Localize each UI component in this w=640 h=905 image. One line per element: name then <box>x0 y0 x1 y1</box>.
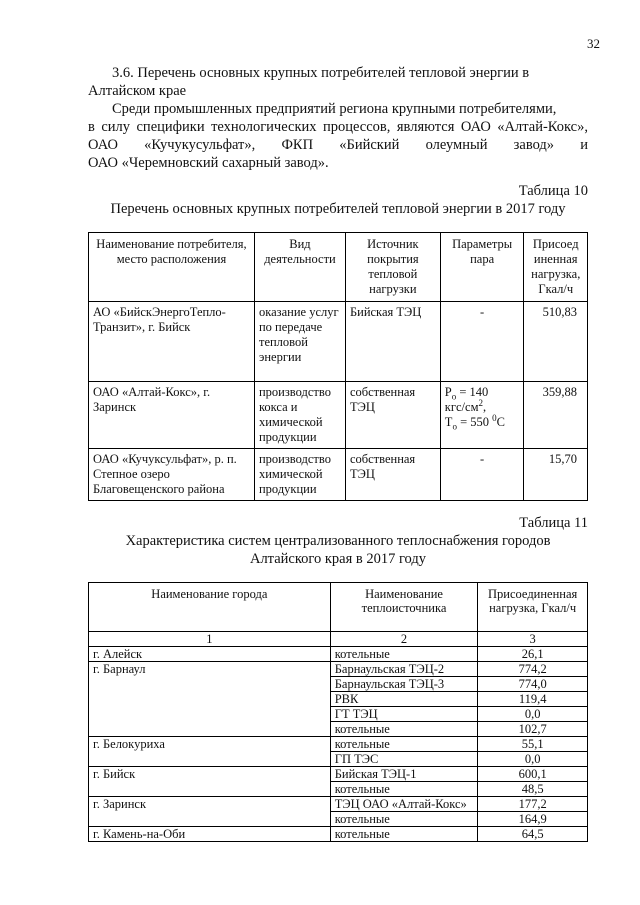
steam-params: - <box>440 449 524 501</box>
consumer-name: АО «БийскЭнергоТепло-Транзит», г. Бийск <box>89 302 255 382</box>
connected-load: 0,0 <box>478 752 588 767</box>
column-index: 1 <box>89 632 331 647</box>
connected-load: 102,7 <box>478 722 588 737</box>
table11-header-row <box>89 583 588 632</box>
connected-load: 119,4 <box>478 692 588 707</box>
heat-source-name: Барнаульская ТЭЦ-2 <box>330 662 478 677</box>
consumer-activity: производство кокса и химической продукции <box>254 382 345 449</box>
heat-source: собственная ТЭЦ <box>345 449 440 501</box>
table11-header-load: Присоединенная нагрузка, Гкал/ч <box>478 583 588 632</box>
table11-header-source: Наименование теплоисточника <box>330 583 478 632</box>
connected-load: 774,0 <box>478 677 588 692</box>
table11-index-row <box>89 632 588 647</box>
table10-header-load: Присоед иненная нагрузка, Гкал/ч <box>524 233 588 302</box>
heat-source: собственная ТЭЦ <box>345 382 440 449</box>
column-index: 3 <box>478 632 588 647</box>
table-row <box>89 647 588 662</box>
table-row <box>89 767 588 782</box>
paragraph-line3: ОАО «Кучукусульфат», ФКП «Бийский олеумный завод» и <box>88 137 588 153</box>
table10 <box>88 232 588 501</box>
steam-params: - <box>440 302 524 382</box>
consumer-name: ОАО «Алтай-Кокс», г. Заринск <box>89 382 255 449</box>
table11-title-line1: Характеристика систем централизованного теплоснабжения городов <box>125 533 551 549</box>
paragraph-line4: ОАО «Черемновский сахарный завод». <box>88 155 329 171</box>
connected-load: 774,2 <box>478 662 588 677</box>
city-name: г. Белокуриха <box>89 737 331 767</box>
steam-params: $P_o = 140$ кгс/$см^2$, $T_o = 550$ $^0$С <box>440 382 524 449</box>
connected-load: 164,9 <box>478 812 588 827</box>
connected-load: 15,70 <box>524 449 588 501</box>
heat-source-name: котельные <box>330 647 478 662</box>
connected-load: 600,1 <box>478 767 588 782</box>
table-row <box>89 449 588 501</box>
city-name: г. Камень-на-Оби <box>89 827 331 842</box>
city-name: г. Заринск <box>89 797 331 827</box>
paragraph-line1: Среди промышленных предприятий региона крупными потребителями, <box>112 101 557 117</box>
table10-header-params: Параметры пара <box>440 233 524 302</box>
heat-source-name: Барнаульская ТЭЦ-3 <box>330 677 478 692</box>
consumer-activity: оказание услуг по передаче тепловой энергии <box>254 302 345 382</box>
table-row <box>89 827 588 842</box>
heat-source-name: котельные <box>330 782 478 797</box>
table-row <box>89 737 588 752</box>
heat-source-name: котельные <box>330 827 478 842</box>
connected-load: 510,83 <box>524 302 588 382</box>
heat-source: Бийская ТЭЦ <box>345 302 440 382</box>
connected-load: 55,1 <box>478 737 588 752</box>
page-number: 32 <box>587 36 600 51</box>
consumer-name: ОАО «Кучуксульфат», р. п. Степное озеро Благовещенского района <box>89 449 255 501</box>
table11-title-line2: Алтайского края в 2017 году <box>249 551 427 567</box>
heat-source-name: Бийская ТЭЦ-1 <box>330 767 478 782</box>
table11-label: Таблица 11 <box>519 515 588 531</box>
connected-load: 48,5 <box>478 782 588 797</box>
heat-source-name: ТЭЦ ОАО «Алтай-Кокс» <box>330 797 478 812</box>
heat-source-name: ГТ ТЭЦ <box>330 707 478 722</box>
table-row <box>89 382 588 449</box>
table10-label: Таблица 10 <box>518 183 588 199</box>
heat-source-name: котельные <box>330 812 478 827</box>
table10-header-name: Наименование потребителя, место расположения <box>89 233 255 302</box>
connected-load: 26,1 <box>478 647 588 662</box>
heat-source-name: ГП ТЭС <box>330 752 478 767</box>
paragraph-line2: в силу специфики технологических процессов, являются ОАО «Алтай-Кокс», <box>88 119 588 135</box>
connected-load: 359,88 <box>524 382 588 449</box>
table11-header-city: Наименование города <box>89 583 331 632</box>
table10-header-row <box>89 233 588 302</box>
connected-load: 0,0 <box>478 707 588 722</box>
city-name: г. Барнаул <box>89 662 331 737</box>
section-heading-line1: 3.6. Перечень основных крупных потребителей тепловой энергии в <box>112 65 530 81</box>
table11 <box>88 582 588 842</box>
section-heading-line2: Алтайском крае <box>88 83 187 99</box>
consumer-activity: производство химической продукции <box>254 449 345 501</box>
heat-source-name: РВК <box>330 692 478 707</box>
table-row <box>89 302 588 382</box>
column-index: 2 <box>330 632 478 647</box>
heat-source-name: котельные <box>330 722 478 737</box>
heat-source-name: котельные <box>330 737 478 752</box>
table-row <box>89 662 588 677</box>
connected-load: 177,2 <box>478 797 588 812</box>
table10-header-source: Источник покрытия тепловой нагрузки <box>345 233 440 302</box>
connected-load: 64,5 <box>478 827 588 842</box>
table10-header-activity: Вид деятельности <box>254 233 345 302</box>
table10-title: Перечень основных крупных потребителей тепловой энергии в 2017 году <box>110 201 566 217</box>
city-name: г. Бийск <box>89 767 331 797</box>
table-row <box>89 797 588 812</box>
city-name: г. Алейск <box>89 647 331 662</box>
